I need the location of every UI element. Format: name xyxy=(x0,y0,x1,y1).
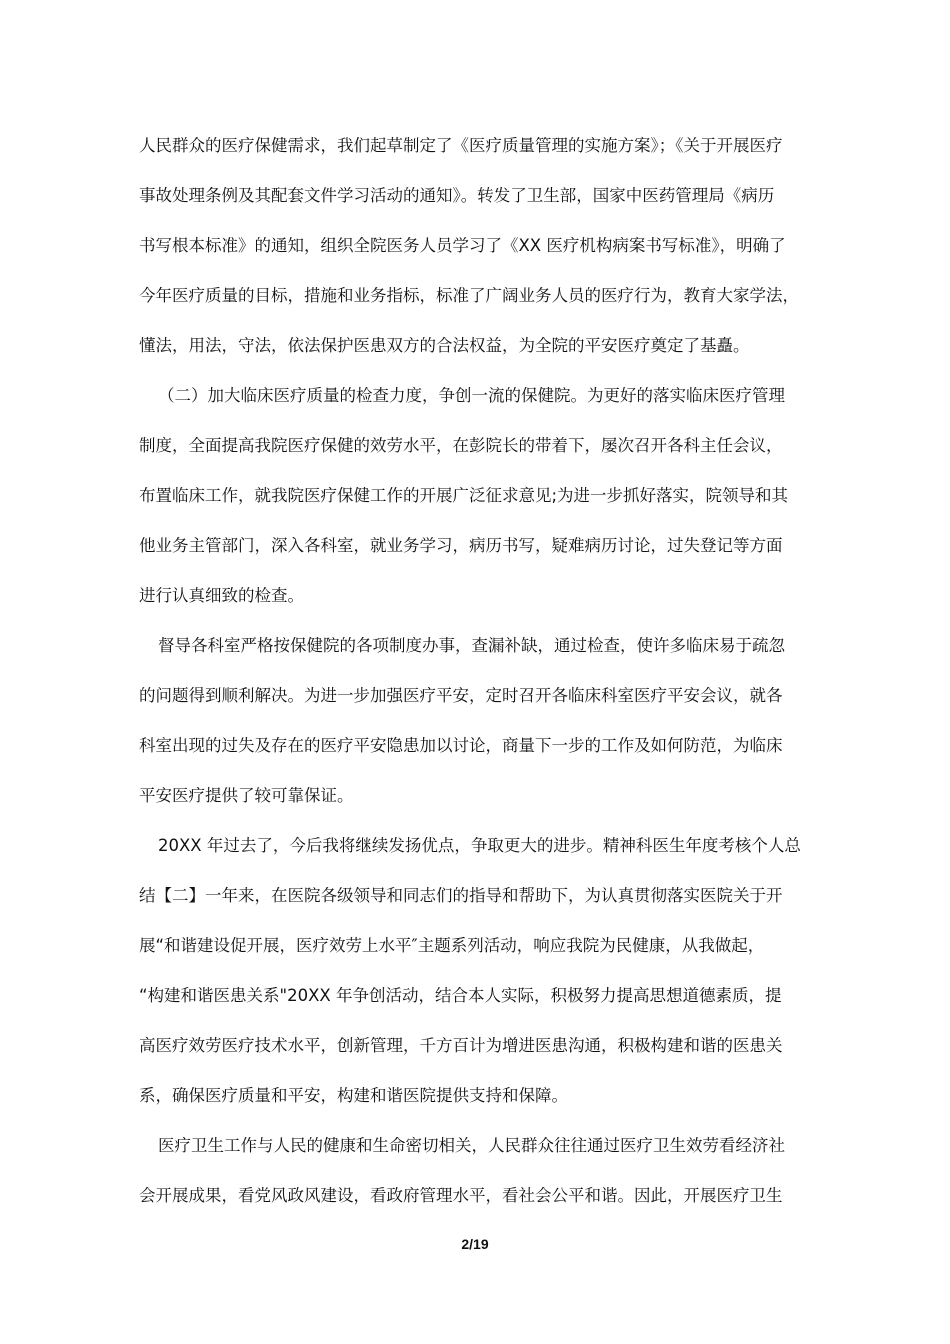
text-line: 的问题得到顺利解决。为进一步加强医疗平安，定时召开各临床科室医疗平安会议，就各 xyxy=(139,686,783,705)
text-line: 科室出现的过失及存在的医疗平安隐患加以讨论，商量下一步的工作及如何防范，为临床 xyxy=(139,736,783,755)
text-line: 展“和谐建设促开展，医疗效劳上水平″主题系列活动，响应我院为民健康，从我做起， xyxy=(139,936,765,955)
paragraph-first-line: 督导各科室严格按保健院的各项制度办事，查漏补缺，通过检查，使许多临床易于疏忽 xyxy=(158,636,785,655)
paragraph-first-line: 20XX 年过去了，今后我将继续发扬优点，争取更大的进步。精神科医生年度考核个人总 xyxy=(158,836,801,855)
paragraph-first-line: （二）加大临床医疗质量的检查力度，争创一流的保健院。为更好的落实临床医疗管理 xyxy=(158,386,785,405)
text-line: 今年医疗质量的目标，措施和业务指标，标准了广阔业务人员的医疗行为，教育大家学法， xyxy=(139,286,799,305)
text-line: 他业务主管部门，深入各科室，就业务学习，病历书写，疑难病历讨论，过失登记等方面 xyxy=(139,536,783,555)
text-line: 高医疗效劳医疗技术水平，创新管理，千方百计为增进医患沟通，积极构建和谐的医患关 xyxy=(139,1036,783,1055)
paragraph-first-line: 医疗卫生工作与人民的健康和生命密切相关，人民群众往往通过医疗卫生效劳看经济社 xyxy=(158,1136,785,1155)
text-line: 结【二】一年来，在医院各级领导和同志们的指导和帮助下，为认真贯彻落实医院关于开 xyxy=(139,886,783,905)
text-line: 平安医疗提供了较可靠保证。 xyxy=(139,786,354,805)
text-line: 人民群众的医疗保健需求，我们起草制定了《医疗质量管理的实施方案》；《关于开展医疗 xyxy=(139,136,783,155)
text-line: 布置临床工作，就我院医疗保健工作的开展广泛征求意见;为进一步抓好落实，院领导和其 xyxy=(139,486,789,505)
text-line: 制度，全面提高我院医疗保健的效劳水平，在彭院长的带着下，屡次召开各科主任会议， xyxy=(139,436,783,455)
text-line: “构建和谐医患关系"20XX 年争创活动，结合本人实际，积极努力提高思想道德素质，提 xyxy=(139,986,782,1005)
text-line: 事故处理条例及其配套文件学习活动的通知》。转发了卫生部，国家中医药管理局《病历 xyxy=(139,186,775,205)
text-line: 会开展成果，看党风政风建设，看政府管理水平，看社会公平和谐。因此，开展医疗卫生 xyxy=(139,1186,783,1205)
page-number: 2/19 xyxy=(461,1236,489,1252)
text-line: 系，确保医疗质量和平安，构建和谐医院提供支持和保障。 xyxy=(139,1086,568,1105)
text-line: 懂法，用法，守法，依法保护医患双方的合法权益，为全院的平安医疗奠定了基矗。 xyxy=(139,336,750,355)
text-line: 进行认真细致的检查。 xyxy=(139,586,304,605)
text-line: 书写根本标准》的通知，组织全院医务人员学习了《XX 医疗机构病案书写标准》，明确了 xyxy=(139,236,786,255)
